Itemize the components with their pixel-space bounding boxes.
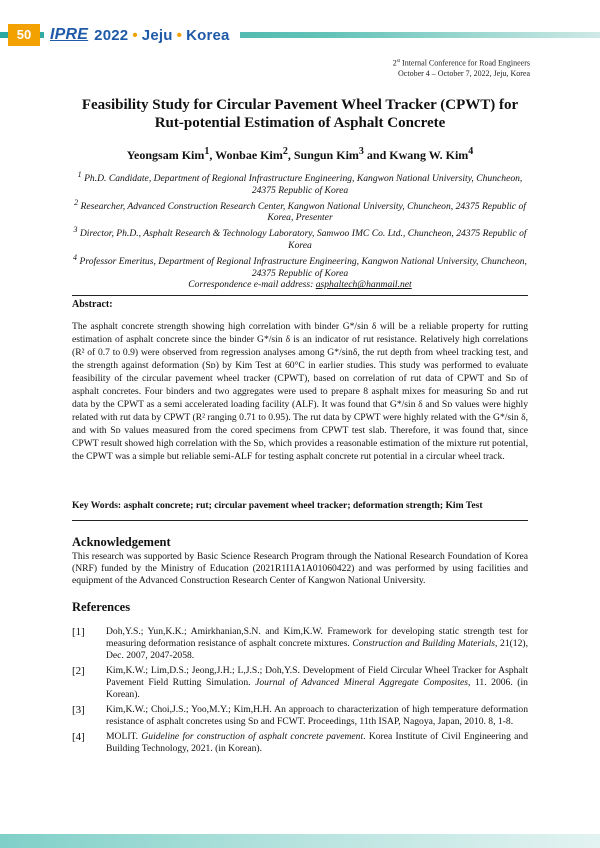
- affiliation: $^4$ Professor Emeritus, Department of Regional Infrastructure Engineering, Kangwon National University, Chuncheon, 24375 Republic of Korea: [73, 252, 527, 279]
- affiliation: $^2$ Researcher, Advanced Construction Research Center, Kangwon National University, Chuncheon, 24375 Republic of Korea, Presenter: [74, 197, 526, 224]
- author-name: Sungun Kim: [293, 148, 359, 162]
- divider: [72, 295, 528, 296]
- conference-logo: [44, 22, 240, 48]
- conference-line-1: 2st Internal Conference for Road Engineers: [392, 58, 530, 68]
- logo-dot-icon: •: [176, 26, 183, 44]
- reference-item: [4] MOLIT. Guideline for construction of asphalt concrete pavement. Korea Institute of Civil Engineering and Building Technology, 2021. (in Korean).: [72, 731, 528, 754]
- conference-info: [393, 57, 530, 79]
- reference-item: [2] Kim,K.W.; Lim,D.S.; Jeong,J.H.; L,J.S.; Doh,Y.S. Development of Field Circular Wheel Tracker for Asphalt Pavement Field Rutting Simulation. Journal of Advanced Mineral Aggregate Composites, 11. 2006. (in Korean).: [72, 665, 528, 700]
- paper-title: Feasibility Study for Circular Pavement Wheel Tracker (CPWT) for Rut-potential Estimation of Asphalt Concrete: [81, 97, 519, 131]
- divider: [72, 520, 528, 521]
- email-link[interactable]: asphaltech@hanmail.net: [315, 279, 412, 291]
- page-number: 50: [8, 24, 40, 46]
- abstract-label: Abstract:: [72, 299, 113, 310]
- abstract-text: The asphalt concrete strength showing high correlation with binder G*/sin δ will be a reliable property for rutting estimation of asphalt concrete since the binder G*/sin δ is an indicator of rut resistance. Relatively high correlations (R² of 0.7 to 0.9) were observed from regression analyses among G*/sinδ, the rut depth from wheel tracking test, and the strength against deformation (Sᴅ) by Kim Test at 60°C in earlier studies. This study was performed to evaluate feasibility of the circular pavement wheel tracker (CPWT), based on correlation of rut data of CPWT and Sᴅ of asphalt concretes. Four binders and two aggregates were used to prepare 8 asphalt mixes for measuring Sᴅ and rut data by the CPWT as a semi accelerated loading facility (ALF). It was found that G*/sin δ and Sᴅ values were highly related with rut data by CPWT (R² ranging 0.71 to 0.95). The rut data by CPWT were highly related with the G*/sin δ, and with Sᴅ values measured from the cored specimens from CPWT test slab. Therefore, it was found that, since CPWT result showed high correlation with the Sᴅ, which provides a reasonable estimation of the mixture rut potential, the CPWT was a simple but reliable semi-ALF for testing asphalt concrete rut potential in a circular wheel track.: [72, 321, 528, 462]
- reference-item: [3] Kim,K.W.; Choi,J.S.; Yoo,M.Y.; Kim,H.H. An approach to characterization of high temperature deformation resistance of asphalt concretes using Sᴅ and FCWT. Proceedings, 11th ISAP, Nagoya, Japan, 2010. 8, 1-8.: [72, 704, 528, 727]
- author-list: Yeongsam Kim$^1$, Wonbae Kim$^2$, Sungun Kim$^3$ and Kwang W. Kim$^4$: [126, 146, 474, 162]
- logo-dot-icon: •: [132, 26, 138, 44]
- logo-year: 2022: [94, 26, 129, 44]
- logo-country: Korea: [186, 26, 230, 44]
- acknowledgement-text: This research was supported by Basic Science Research Program through the National Research Foundation of Korea (NRF) funded by the Ministry of Education (2021R1I1A1A01060422) and was performed by using facilities and equipment of the Advanced Construction Research Center of Kangwon National University.: [72, 551, 528, 586]
- author-name: Kwang W. Kim: [389, 148, 469, 162]
- affiliation-list: [72, 169, 528, 291]
- logo-mark: IPRE: [50, 26, 89, 43]
- page-header-bar: [0, 22, 600, 50]
- affiliation: $^1$ Ph.D. Candidate, Department of Regional Infrastructure Engineering, Kangwon National University, Chuncheon, 24375 Republic of Korea: [77, 170, 523, 196]
- logo-city: Jeju: [141, 26, 173, 44]
- author-name: Yeongsam Kim: [126, 148, 205, 162]
- correspondence: Correspondence e-mail address: asphaltech@hanmail.net: [188, 279, 412, 291]
- keywords: Key Words: asphalt concrete; rut; circular pavement wheel tracker; deformation strength; Kim Test: [72, 500, 483, 511]
- author-name: Wonbae Kim: [215, 148, 283, 162]
- acknowledgement-heading: Acknowledgement: [72, 535, 171, 549]
- reference-list: [72, 626, 528, 758]
- affiliation: $^3$ Director, Ph.D., Asphalt Research & Technology Laboratory, Samwoo IMC Co. Ltd., Chuncheon, 24375 Republic of Korea: [73, 225, 527, 252]
- footer-stripe: [0, 834, 600, 848]
- references-heading: References: [72, 600, 131, 614]
- reference-item: [1] Doh,Y.S.; Yun,K.K.; Amirkhanian,S.N. and Kim,K.W. Framework for developing static strength test for measuring deformation resistance of asphalt concrete mixtures. Construction and Building Materials, 21(12), Dec. 2007, 2047-2058.: [72, 626, 528, 661]
- conference-line-2: October 4 – October 7, 2022, Jeju, Korea: [398, 68, 530, 78]
